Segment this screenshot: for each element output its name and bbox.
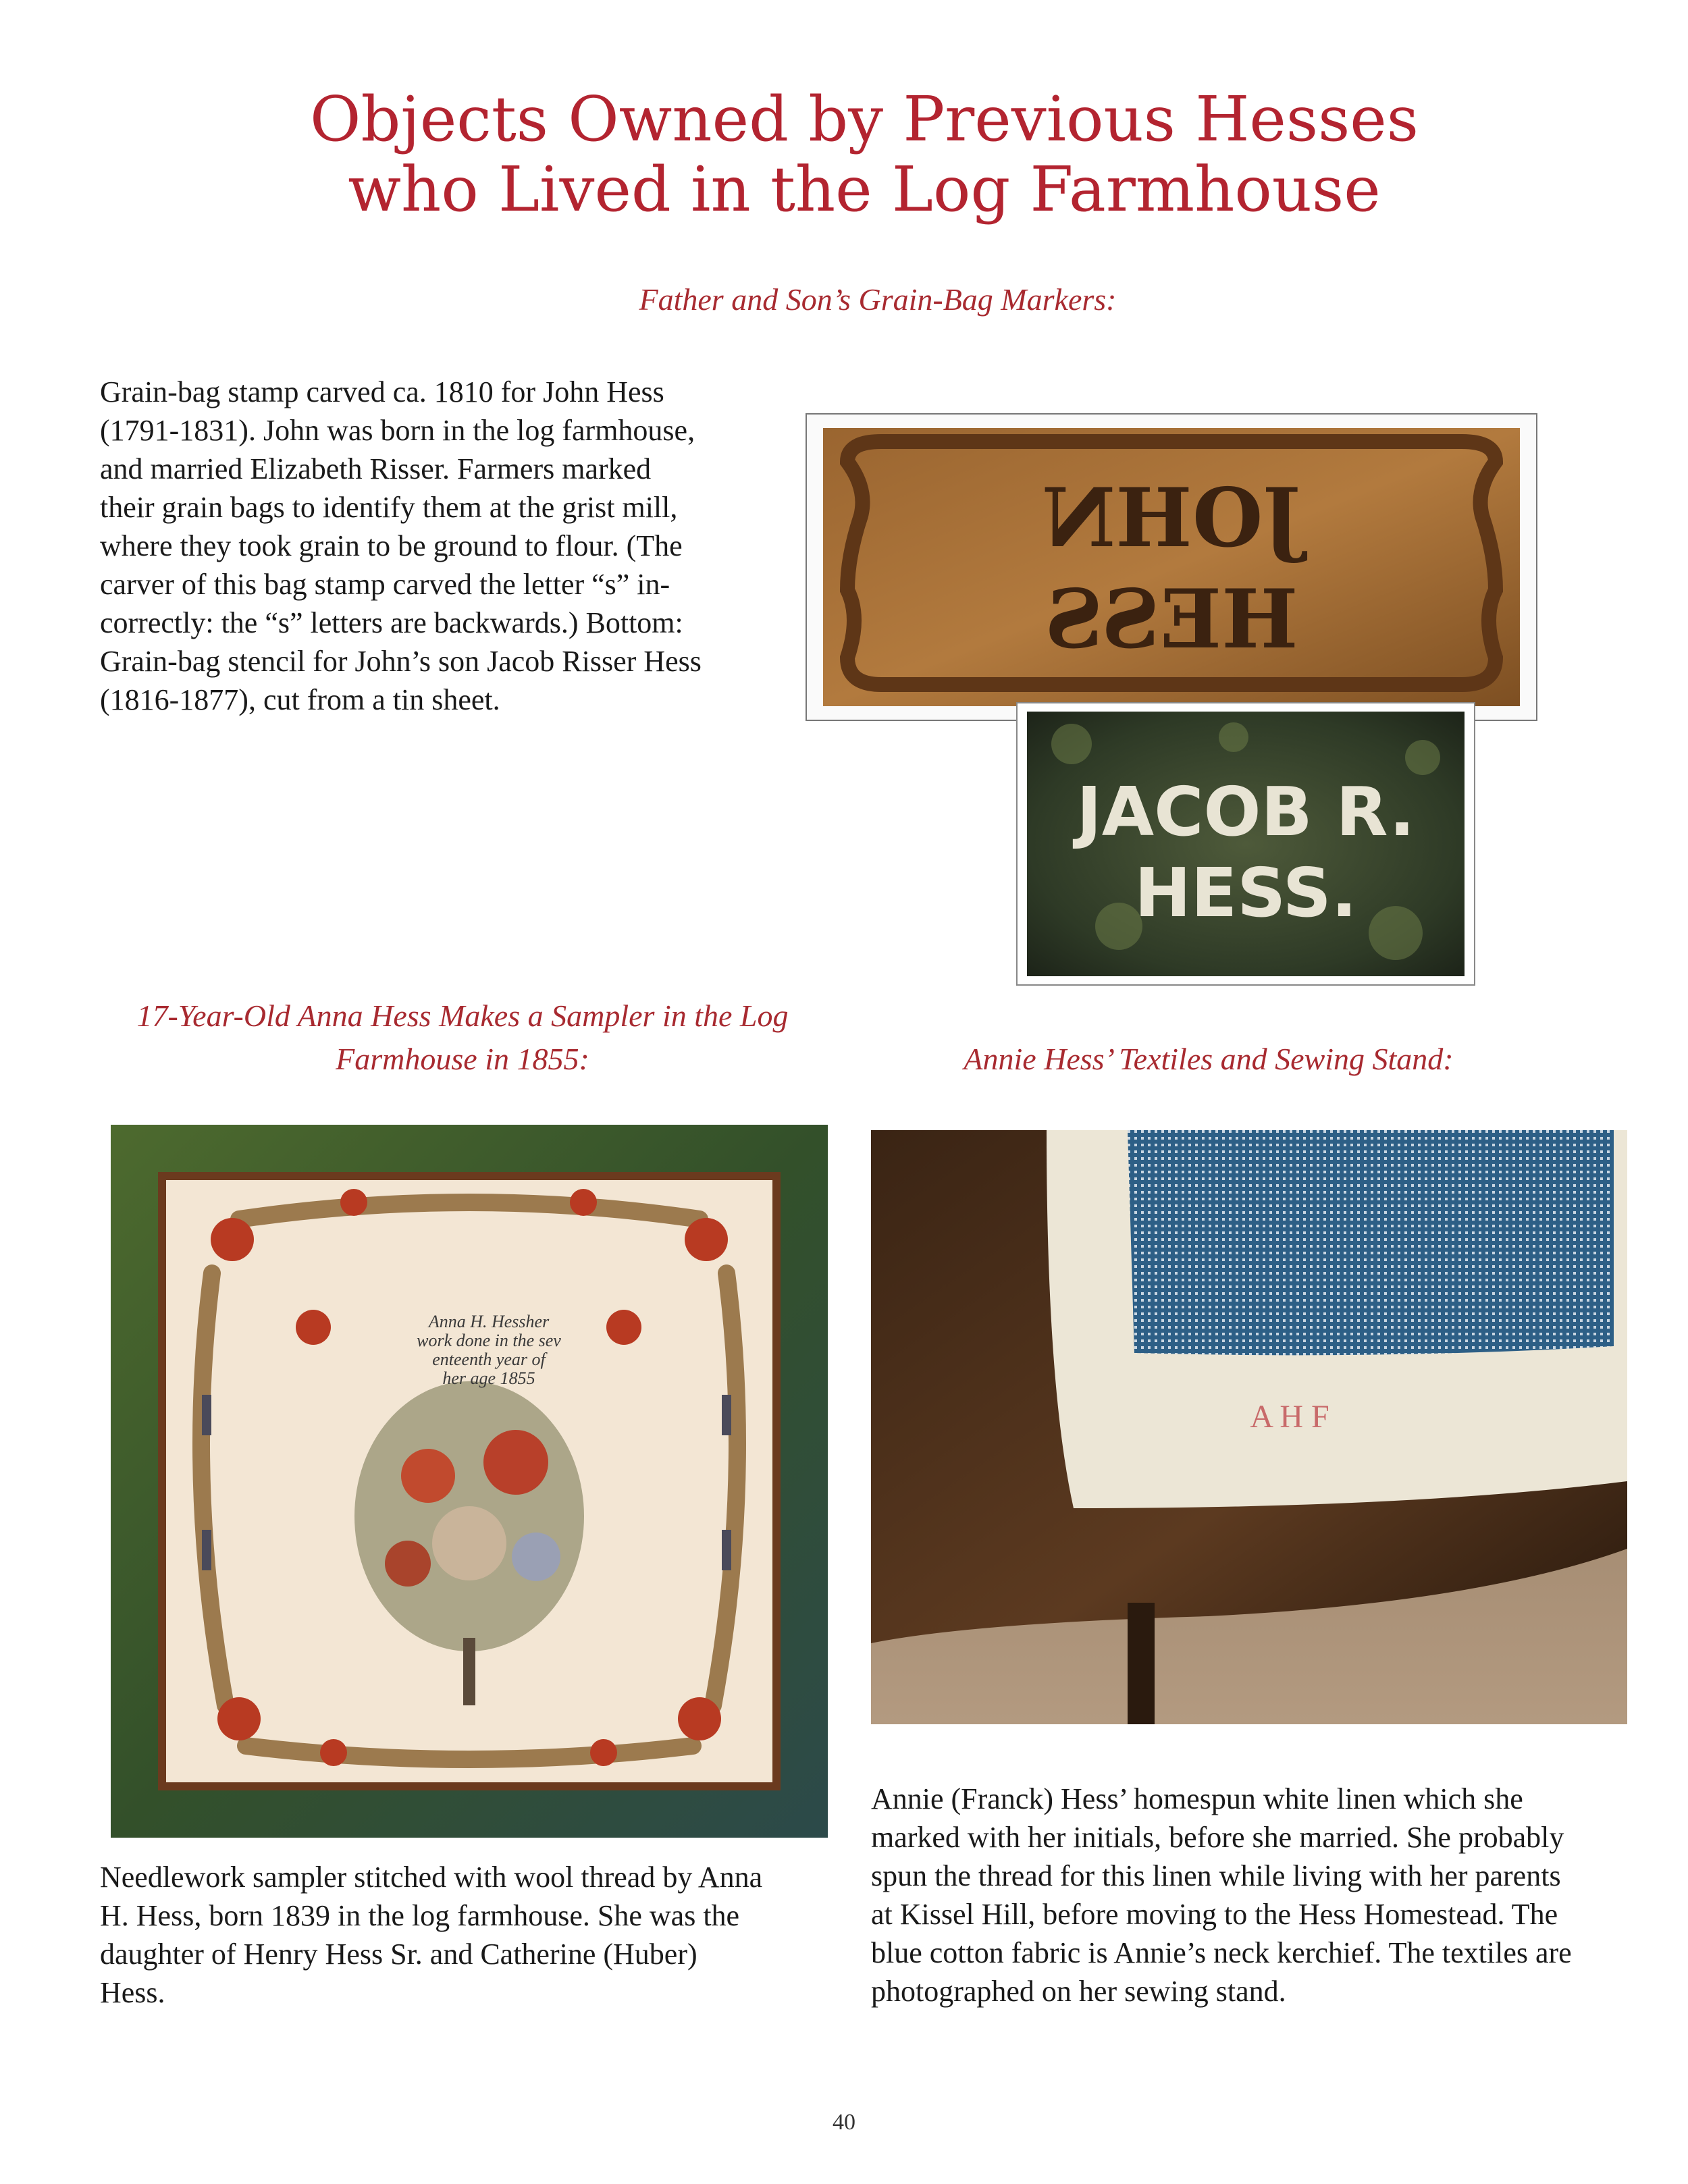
paragraph-line: and married Elizabeth Risser. Farmers marked	[100, 452, 652, 485]
caption-line: blue cotton fabric is Annie’s neck kerchief. The textiles are	[871, 1936, 1572, 1969]
paragraph-line: where they took grain to be ground to flour. (The	[100, 529, 683, 562]
sampler-inscription-line: her age 1855	[442, 1368, 535, 1388]
sampler-illustration	[111, 1125, 828, 1838]
stamp-illustration	[807, 415, 1536, 720]
sampler-heading-line-2: Farmhouse in 1855:	[336, 1042, 589, 1076]
caption-line: Annie (Franck) Hess’ homespun white linen which she	[871, 1782, 1523, 1815]
stencil-illustration	[1018, 703, 1474, 984]
textiles-photo	[871, 1130, 1627, 1724]
paragraph-line: (1816-1877), cut from a tin sheet.	[100, 683, 500, 716]
paragraph-line: (1791-1831). John was born in the log farmhouse,	[100, 414, 695, 447]
paragraph-line: their grain bags to identify them at the grist mill,	[100, 491, 678, 524]
caption-line: spun the thread for this linen while living with her parents	[871, 1859, 1561, 1892]
sampler-photo	[111, 1125, 828, 1838]
paragraph-line: carver of this bag stamp carved the letter “s” in-	[100, 568, 670, 601]
sampler-heading	[108, 994, 817, 1081]
linen-initials: A H F	[1250, 1399, 1329, 1435]
textiles-illustration	[871, 1130, 1627, 1724]
jacob-hess-stencil-photo	[1016, 702, 1475, 986]
caption-line: Needlework sampler stitched with wool thread by Anna	[100, 1861, 763, 1894]
textiles-heading: Annie Hess’ Textiles and Sewing Stand:	[964, 1042, 1454, 1076]
sampler-heading-line-1: 17-Year-Old Anna Hess Makes a Sampler in the Log	[136, 998, 789, 1033]
caption-line: daughter of Henry Hess Sr. and Catherine (Huber)	[100, 1938, 697, 1971]
paragraph-line: Grain-bag stamp carved ca. 1810 for John Hess	[100, 375, 664, 408]
stencil-text-hess: HESS.	[1134, 853, 1357, 932]
caption-line: H. Hess, born 1839 in the log farmhouse. She was the	[100, 1899, 740, 1932]
paragraph-line: Grain-bag stencil for John’s son Jacob Risser Hess	[100, 645, 702, 678]
john-hess-stamp-photo	[806, 413, 1537, 721]
textiles-caption	[871, 1780, 1641, 2010]
grain-bag-heading: Father and Son’s Grain-Bag Markers:	[639, 282, 1117, 317]
caption-line: at Kissel Hill, before moving to the Hess Homestead. The	[871, 1898, 1558, 1931]
page-number: 40	[833, 2110, 855, 2135]
sampler-caption	[100, 1858, 843, 2012]
page-title	[203, 84, 1526, 225]
sampler-inscription-line: enteenth year of	[432, 1350, 546, 1369]
caption-line: Hess.	[100, 1976, 165, 2009]
page-title-line-2: who Lived in the Log Farmhouse	[348, 153, 1381, 225]
caption-line: marked with her initials, before she married. She probably	[871, 1821, 1564, 1854]
sampler-inscription-line: work done in the sev	[417, 1331, 561, 1350]
paragraph-line: correctly: the “s” letters are backwards.) Bottom:	[100, 606, 683, 639]
grain-bag-paragraph	[100, 373, 829, 719]
page-title-line-1: Objects Owned by Previous Hesses	[310, 83, 1419, 155]
sampler-inscription-line: Anna H. Hessher	[428, 1312, 550, 1331]
stamp-text-hess: HESS	[1045, 572, 1298, 667]
stencil-text-jacob: JACOB R.	[1076, 772, 1415, 851]
stamp-text-john: JOHN	[1041, 471, 1302, 566]
caption-line: photographed on her sewing stand.	[871, 1975, 1286, 2008]
